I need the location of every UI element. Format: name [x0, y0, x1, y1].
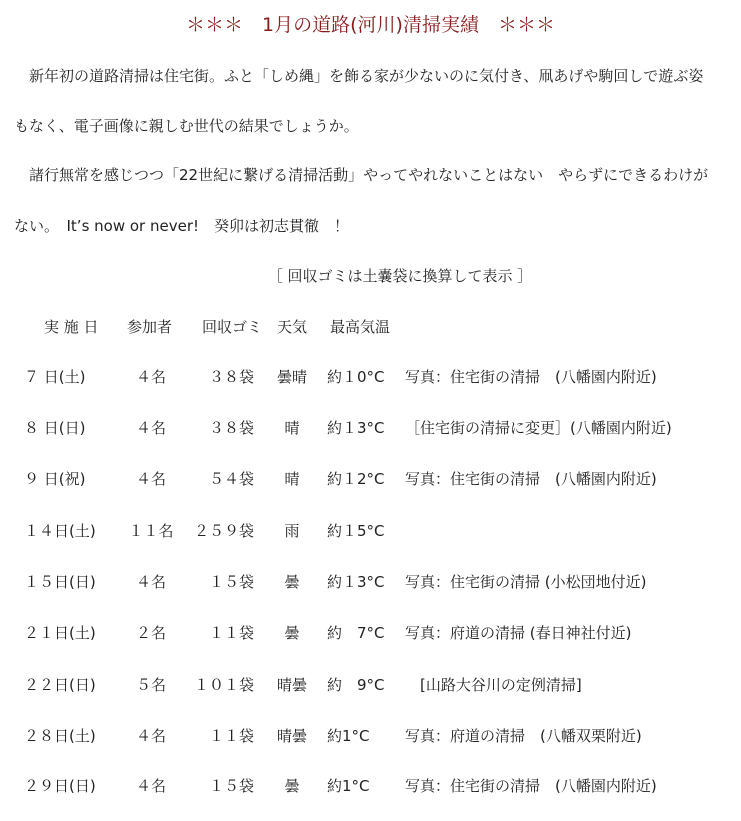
row-note: 写真：住宅街の清掃 (八幡園内附近): [405, 777, 657, 795]
table-row: [0, 674, 741, 696]
table-row: [0, 571, 741, 593]
row-participants: ４名: [135, 419, 166, 437]
row-date: ２９日(日): [24, 777, 96, 795]
row-max-temp: 約１2°C: [327, 470, 385, 488]
header-temp: 最高気温: [330, 318, 391, 336]
row-date: １５日(日): [24, 573, 96, 591]
row-weather: 晴: [284, 470, 300, 488]
header-date: 実 施 日: [44, 318, 99, 336]
row-note: 写真：住宅街の清掃 (八幡園内附近): [405, 470, 657, 488]
row-participants: ４名: [135, 470, 166, 488]
row-bags: １５袋: [208, 777, 254, 795]
table-row: [0, 725, 741, 747]
row-bags: ２５９袋: [194, 522, 255, 540]
row-note: 写真：住宅街の清掃 (八幡園内附近): [405, 368, 657, 386]
row-date: ２１日(土): [24, 624, 96, 642]
unit-note: ［ 回収ゴミは土嚢袋に換算して表示 ］: [267, 267, 533, 285]
row-max-temp: 約 9°C: [327, 676, 385, 694]
row-note: ［住宅街の清掃に変更］(八幡園内附近): [405, 419, 672, 437]
row-note: [山路大谷川の定例清掃]: [405, 676, 582, 694]
row-date: ９ 日(祝): [24, 470, 86, 488]
row-participants: ４名: [135, 777, 166, 795]
table-row: [0, 775, 741, 797]
row-participants: １１名: [128, 522, 174, 540]
row-weather: 曇晴: [276, 368, 307, 386]
table-row: [0, 468, 741, 490]
header-bags: 回収ゴミ: [202, 318, 263, 336]
table-row: [0, 417, 741, 439]
row-max-temp: 約１0°C: [327, 368, 385, 386]
row-weather: 晴: [284, 419, 300, 437]
table-header: [0, 316, 741, 338]
row-date: ８ 日(日): [24, 419, 86, 437]
row-date: ７ 日(土): [24, 368, 86, 386]
row-max-temp: 約１5°C: [327, 522, 385, 540]
header-people: 参加者: [127, 318, 173, 336]
intro-paragraph-line-4: ない。 It’s now or never! 癸卯は初志貫徹 ！: [14, 217, 350, 235]
row-participants: ２名: [135, 624, 166, 642]
row-note: 写真：府道の清掃 (春日神社付近): [405, 624, 632, 642]
intro-paragraph-line-2: もなく、電子画像に親しむ世代の結果でしょうか。: [14, 117, 359, 135]
row-max-temp: 約1°C: [327, 727, 370, 745]
table-row: [0, 622, 741, 644]
row-bags: ３８袋: [208, 419, 254, 437]
header-weather: 天気: [277, 318, 308, 336]
row-max-temp: 約１3°C: [327, 573, 385, 591]
row-participants: ４名: [135, 573, 166, 591]
row-weather: 晴曇: [276, 727, 307, 745]
row-weather: 晴曇: [276, 676, 307, 694]
page-title: ＊＊＊ 1月の道路(河川)清掃実績 ＊＊＊: [186, 14, 555, 36]
row-bags: ５４袋: [208, 470, 254, 488]
row-participants: ４名: [135, 368, 166, 386]
row-weather: 曇: [284, 624, 300, 642]
row-date: ２８日(土): [24, 727, 96, 745]
row-max-temp: 約1°C: [327, 777, 370, 795]
row-bags: １１袋: [208, 727, 254, 745]
row-date: ２２日(日): [24, 676, 96, 694]
row-note: 写真：住宅街の清掃 (小松団地付近): [405, 573, 647, 591]
row-weather: 雨: [284, 522, 300, 540]
intro-paragraph-line-3: 諸行無常を感じつつ「22世紀に繋げる清掃活動」やってやれないことはない やらずにできるわけが: [14, 166, 709, 184]
table-row: [0, 366, 741, 388]
row-participants: ４名: [135, 727, 166, 745]
row-date: １４日(土): [24, 522, 96, 540]
intro-paragraph-line-1: 新年初の道路清掃は住宅街。ふと「しめ縄」を飾る家が少ないのに気付き、凧あげや駒回しで遊ぶ姿: [14, 67, 704, 85]
row-max-temp: 約１3°C: [327, 419, 385, 437]
row-note: 写真：府道の清掃 (八幡双栗附近): [405, 727, 642, 745]
row-bags: １０１袋: [194, 676, 255, 694]
row-weather: 曇: [284, 573, 300, 591]
row-max-temp: 約 7°C: [327, 624, 385, 642]
row-bags: ３８袋: [208, 368, 254, 386]
table-row: [0, 520, 741, 542]
row-bags: １１袋: [208, 624, 254, 642]
row-participants: ５名: [135, 676, 166, 694]
row-weather: 曇: [284, 777, 300, 795]
row-bags: １５袋: [208, 573, 254, 591]
